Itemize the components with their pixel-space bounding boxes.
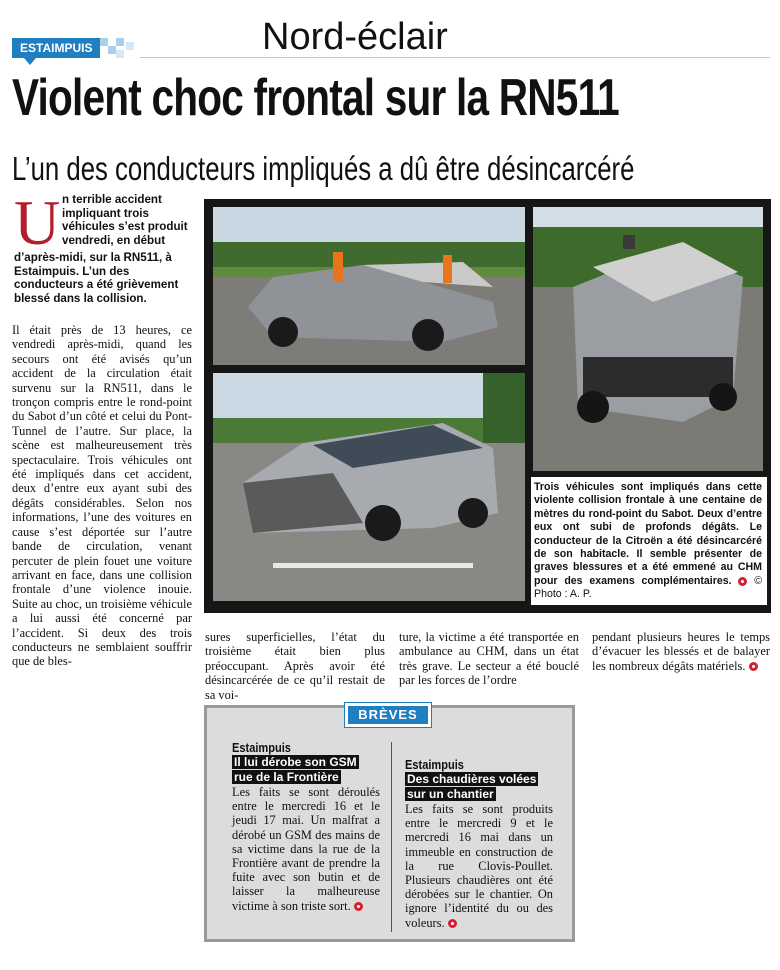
photo-caption: Trois véhicules sont impliqués dans cette violente collision frontale à une centaine de mètres du rond-point du Sabot. Deux d’entre eux ont subi de profonds dégâts. Le conducteur de la Citroën a été désincarcéré de son habitacle. Il semble présenter de graves blessures et a été emmené au CHM pour des examens complémentaires. © Photo : A. P.	[534, 481, 762, 601]
article-lead: n terrible accident impliquant trois véhicules s’est produit vendredi, en début	[62, 193, 188, 247]
end-mark-icon	[448, 919, 457, 928]
brief-body: Les faits se sont déroulés entre le mercredi 16 et le jeudi 17 mai. Un malfrat a dérobé un GSM des mains de sa victime dans la rue de la Frontière avant de prendre la fuite avec son butin et de laisser la malheureuse victime à son triste sort.	[232, 785, 380, 913]
brief-headline: Il lui dérobe son GSM rue de la Frontière	[234, 755, 357, 784]
article-column-1: Il était près de 13 heures, ce vendredi après-midi, quand les secours ont été avisés qu’un accident de la circulation était survenu sur la RN511, dans le tronçon compris entre le rond-point du Sabot d’un côté et celui du Pont-Tunnel de l’autre. Sur place, la scène est malheureusement très spectaculaire. Trois véhicules ont été impliqués dans cet accident, deux d’entre eux ayant subi des dégâts considérables. Selon nos informations, l’une des voitures en cause s’est déportée sur l’autre bande de circulation, venant percuter de plein fouet une voiture arrivant en face, dans une collision frontale d’une violence inouie. Suite au choc, un troisième véhicule a lui aussi été concerné par l’accident. Si deux des trois conducteurs ne semblaient souffrir que de bles-	[12, 323, 192, 669]
end-mark-icon	[738, 577, 747, 586]
drop-cap: U	[14, 187, 61, 258]
article-lead-continued: d’après-midi, sur la RN511, à Estaimpuis. L’un des conducteurs a été grièvement blessé dans la collision.	[14, 251, 179, 305]
section-tag: ESTAIMPUIS	[12, 38, 100, 58]
brief-item-gsm	[232, 740, 380, 913]
briefs-label: BRÈVES	[344, 702, 432, 728]
brief-kicker: Estaimpuis	[232, 740, 291, 755]
photo-credit: © Photo : A. P.	[534, 574, 762, 601]
photo-crash-side-view	[213, 207, 525, 365]
briefs-divider	[391, 742, 392, 932]
section-tag-decoration	[100, 38, 140, 58]
article-column-3: ture, la victime a été transportée en ambulance au CHM, dans un état très grave. Le secteur a été bouclé par les forces de l’ordre	[399, 630, 579, 688]
end-mark-icon	[749, 662, 758, 671]
brief-kicker: Estaimpuis	[405, 757, 464, 772]
header-rule	[140, 57, 770, 58]
brief-item-boilers	[405, 757, 553, 930]
brief-headline: Des chaudières volées sur un chantier	[407, 772, 537, 801]
photo-crash-front-view	[533, 207, 763, 471]
article-subheadline: L’un des conducteurs impliqués a dû être désincarcéré	[12, 150, 635, 187]
article-headline: Violent choc frontal sur la RN511	[12, 69, 619, 127]
brief-body: Les faits se sont produits entre le mercredi 9 et le mercredi 16 mai dans un immeuble en construction de la rue Clovis-Poullet. Plusieurs chaudières ont été dérobées sur le chantier. On ignore l’identité du ou des voleurs.	[405, 802, 553, 930]
section-tag-pointer	[24, 58, 36, 65]
newspaper-masthead: Nord-éclair	[262, 16, 448, 58]
article-column-4: pendant plusieurs heures le temps d’évacuer les blessés et de balayer les nombreux dégâts matériels.	[592, 630, 770, 673]
article-column-2: sures superficielles, l’état du troisième était bien plus préoccupant. Après avoir été désincarcérée de ce qu’il restait de sa voi-	[205, 630, 385, 702]
photo-crash-damaged-car	[213, 373, 525, 601]
end-mark-icon	[354, 902, 363, 911]
